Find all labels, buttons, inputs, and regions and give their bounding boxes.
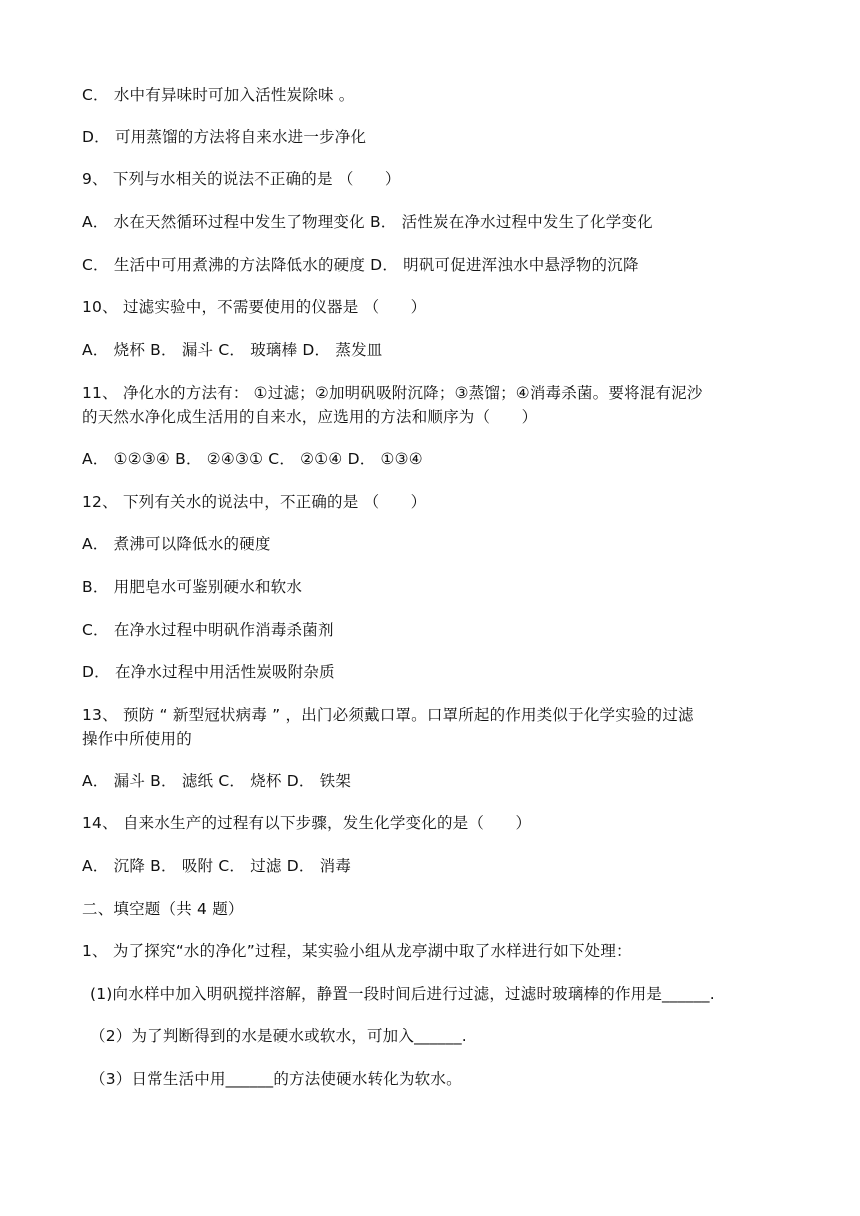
fill-q1-stem: 1、 为了探究“水的净化”过程，某实验小组从龙亭湖中取了水样进行如下处理： xyxy=(82,942,632,960)
fill-q1-part2: （2）为了判断得到的水是硬水或软水，可加入______. xyxy=(90,1027,467,1045)
q12-option-b: B． 用肥皂水可鉴别硬水和软水 xyxy=(82,578,303,596)
q13-stem-line2: 操作中所使用的 xyxy=(82,730,192,748)
q13-options: A． 漏斗 B． 滤纸 C． 烧杯 D． 铁架 xyxy=(82,772,352,790)
q11-options: A． ①②③④ B． ②④③① C． ②①④ D． ①③④ xyxy=(82,450,423,468)
q10-options: A． 烧杯 B． 漏斗 C． 玻璃棒 D． 蒸发皿 xyxy=(82,341,383,359)
fill-q1-part3: （3）日常生活中用______的方法使硬水转化为软水。 xyxy=(90,1070,462,1088)
q10-stem: 10、 过滤实验中，不需要使用的仪器是 （ ） xyxy=(82,298,427,316)
q8-option-d: D． 可用蒸馏的方法将自来水进一步净化 xyxy=(82,128,367,146)
q12-option-c: C． 在净水过程中明矾作消毒杀菌剂 xyxy=(82,621,334,639)
q12-option-d: D． 在净水过程中用活性炭吸附杂质 xyxy=(82,663,335,681)
q12-option-a: A． 煮沸可以降低水的硬度 xyxy=(82,535,271,553)
q8-option-c: C． 水中有异味时可加入活性炭除味 。 xyxy=(82,86,355,104)
q9-options-cd: C． 生活中可用煮沸的方法降低水的硬度 D． 明矾可促进浑浊水中悬浮物的沉降 xyxy=(82,256,639,274)
q9-options-ab: A． 水在天然循环过程中发生了物理变化 B． 活性炭在净水过程中发生了化学变化 xyxy=(82,213,653,231)
q9-stem: 9、 下列与水相关的说法不正确的是 （ ） xyxy=(82,170,401,188)
q14-stem: 14、 自来水生产的过程有以下步骤，发生化学变化的是（ ） xyxy=(82,814,532,832)
q14-options: A． 沉降 B． 吸附 C． 过滤 D． 消毒 xyxy=(82,857,352,875)
q11-stem-line1: 11、 净化水的方法有： ①过滤；②加明矾吸附沉降；③蒸馏；④消毒杀菌。要将混有泥沙 xyxy=(82,384,703,402)
q13-stem-line1: 13、 预防 “ 新型冠状病毒 ” ，出门必须戴口罩。口罩所起的作用类似于化学实验的过滤 xyxy=(82,706,694,724)
section-heading-fill-blank: 二、填空题（共 4 题） xyxy=(82,900,244,918)
fill-q1-part1: (1)向水样中加入明矾搅拌溶解，静置一段时间后进行过滤，过滤时玻璃棒的作用是______. xyxy=(90,985,715,1003)
q12-stem: 12、 下列有关水的说法中，不正确的是 （ ） xyxy=(82,493,427,511)
q11-stem-line2: 的天然水净化成生活用的自来水，应选用的方法和顺序为（ ） xyxy=(82,408,538,426)
